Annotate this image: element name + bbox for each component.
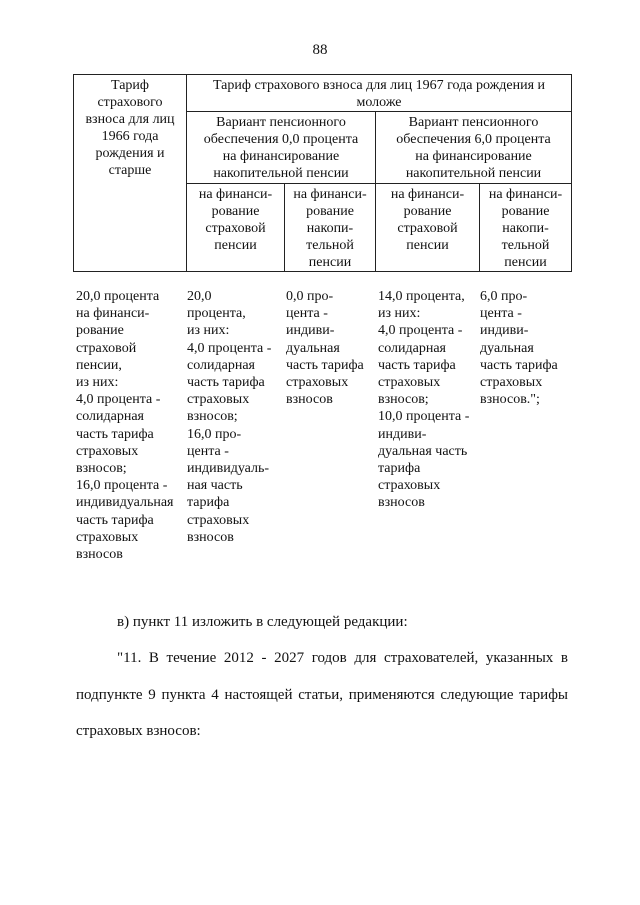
header-col-age-1967-and-younger: Тариф страхового взноса для лиц 1967 года рождения и моложе <box>187 75 572 112</box>
page-number: 88 <box>312 42 328 58</box>
tariff-header-table <box>73 74 572 272</box>
header-v0-insurance-pension: на финанси- рование страховой пенсии <box>187 184 285 272</box>
data-cell-v0-funded: 0,0 про- цента - индиви- дуальная часть тарифа страховых взносов <box>286 289 364 408</box>
header-v6-insurance-pension: на финанси- рование страховой пенсии <box>376 184 480 272</box>
header-v0-funded-pension: на финанси- рование накопи- тельной пенсии <box>285 184 376 272</box>
item-11-line-3: страховых взносов: <box>76 723 201 739</box>
item-v-paragraph: в) пункт 11 изложить в следующей редакции: <box>117 614 408 630</box>
header-v6-funded-pension: на финанси- рование накопи- тельной пенсии <box>480 184 572 272</box>
item-11-line-1: "11. В течение 2012 - 2027 годов для страхователей, указанных в <box>117 650 568 666</box>
data-cell-age-1966: 20,0 процента на финанси- рование страховой пенсии, из них: 4,0 процента - солидарная часть тарифа страховых взносов; 16,0 процента - индивидуальная часть тарифа страховых взносов <box>76 289 174 563</box>
header-variant-6-percent: Вариант пенсионного обеспечения 6,0 процента на финансирование накопительной пенсии <box>376 112 572 184</box>
tariff-data-row <box>0 288 640 578</box>
data-cell-v6-funded: 6,0 про- цента - индиви- дуальная часть тарифа страховых взносов."; <box>480 289 558 408</box>
data-cell-v0-insurance: 20,0 процента, из них: 4,0 процента - солидарная часть тарифа страховых взносов; 16,0 про- цента - индивидуаль- ная часть тарифа страховых взносов <box>187 289 272 545</box>
item-11-line-2: подпункте 9 пункта 4 настоящей статьи, применяются следующие тарифы <box>76 687 568 703</box>
header-col-age-1966-and-older: Тариф страхового взноса для лиц 1966 года рождения и старше <box>74 75 187 272</box>
header-variant-0-percent: Вариант пенсионного обеспечения 0,0 процента на финансирование накопительной пенсии <box>187 112 376 184</box>
data-cell-v6-insurance: 14,0 процента, из них: 4,0 процента - солидарная часть тарифа страховых взносов; 10,0 процента - индиви- дуальная часть тарифа страховых взносов <box>378 289 470 511</box>
